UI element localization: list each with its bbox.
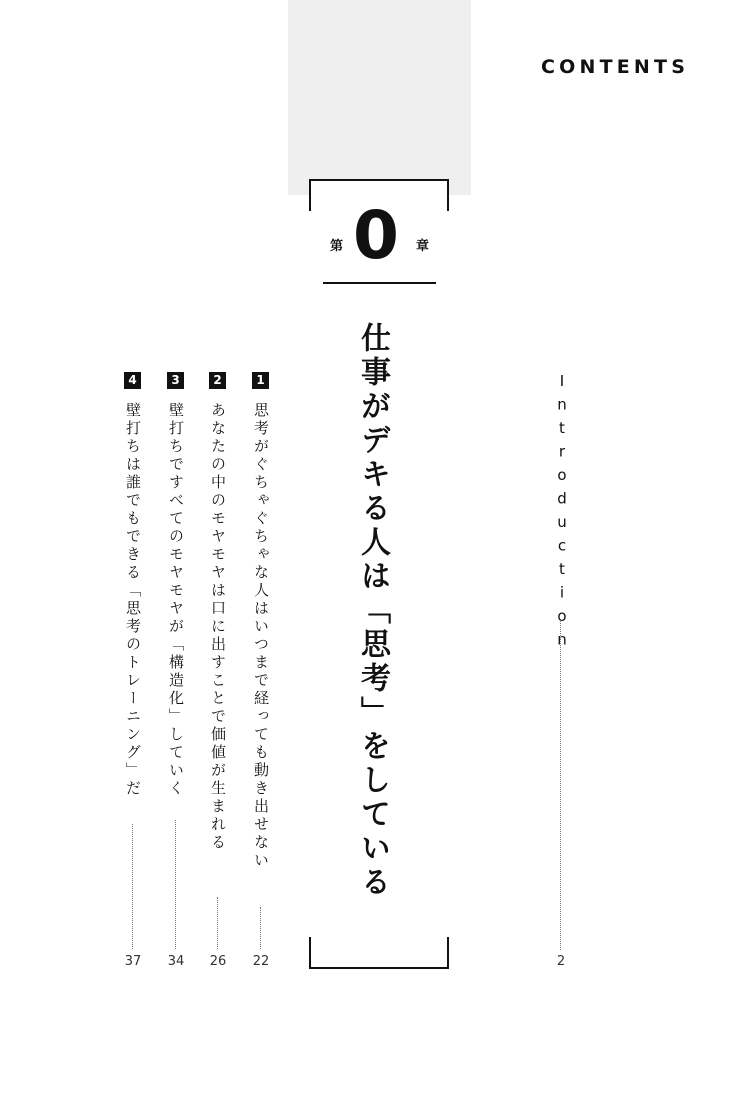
- chapter-prefix: 第: [330, 239, 344, 254]
- toc-item-4[interactable]: [123, 372, 143, 972]
- title-bottom-bracket: [309, 937, 449, 969]
- toc-item-2[interactable]: [208, 372, 228, 972]
- page-number: 2: [556, 954, 566, 969]
- leader-dots: [560, 620, 561, 950]
- item-number-badge: 2: [209, 372, 226, 389]
- page-number: 34: [167, 954, 185, 969]
- page-number: 22: [252, 954, 270, 969]
- item-title: 壁打ちは誰でもできる「思考のトレーニング」だ: [124, 402, 142, 798]
- item-title: あなたの中のモヤモヤは口に出すことで価値が生まれる: [209, 402, 227, 852]
- item-number-badge: 3: [167, 372, 184, 389]
- chapter-suffix: 章: [416, 239, 430, 254]
- item-number-badge: 1: [252, 372, 269, 389]
- page-number: 26: [209, 954, 227, 969]
- leader-dots: [175, 820, 176, 949]
- introduction-entry[interactable]: [551, 372, 571, 972]
- contents-heading: CONTENTS: [541, 56, 690, 78]
- item-title: 思考がぐちゃぐちゃな人はいつまで経っても動き出せない: [252, 402, 270, 870]
- toc-item-3[interactable]: [166, 372, 186, 972]
- leader-dots: [260, 907, 261, 949]
- chapter-number: 0: [353, 197, 399, 274]
- item-number-badge: 4: [124, 372, 141, 389]
- page-number: 37: [124, 954, 142, 969]
- header-gray-block: [288, 0, 471, 195]
- toc-item-1[interactable]: [251, 372, 271, 972]
- item-title: 壁打ちですべてのモヤモヤが「構造化」していく: [167, 402, 185, 798]
- chapter-title: 仕事がデキる人は「思考」をしている: [355, 322, 390, 900]
- leader-dots: [217, 897, 218, 949]
- chapter-underline: [323, 282, 436, 284]
- leader-dots: [132, 824, 133, 949]
- introduction-label: Introduction: [553, 372, 571, 654]
